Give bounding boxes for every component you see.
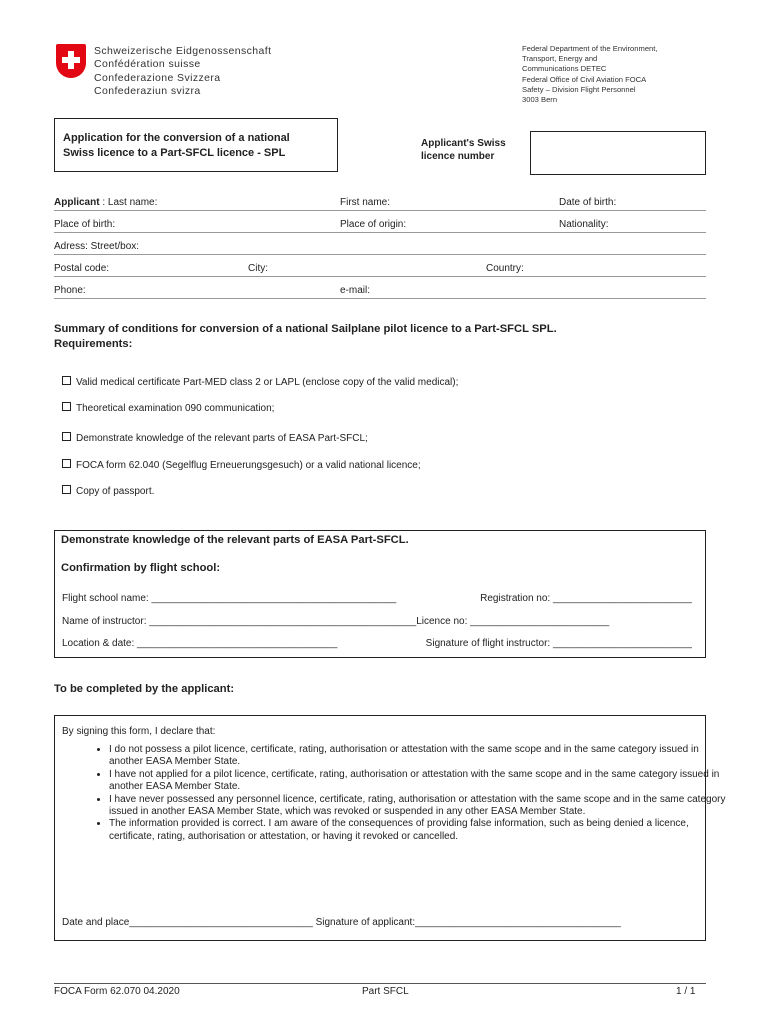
requirement-item[interactable]: Copy of passport. [62, 485, 154, 497]
list-item: • I do not possess a pilot licence, certificate, rating, authorisation or attestation with the same scope and in the same category issued in another EASA Member State. [109, 744, 731, 769]
registration-no-field[interactable]: Registration no: _________________________ [480, 593, 692, 604]
school-row-1 [62, 593, 692, 604]
divider [54, 210, 706, 211]
confederation-names: Schweizerische Eidgenossenschaft Confédération suisse Confederazione Svizzera Confederaziun svizra [94, 45, 272, 98]
school-box-subtitle: Confirmation by flight school: [61, 562, 221, 574]
flight-school-name-field[interactable]: Flight school name: ____________________________________________ [62, 593, 397, 604]
checkbox-icon[interactable] [62, 402, 71, 411]
divider [54, 298, 706, 299]
requirement-item[interactable]: Valid medical certificate Part-MED class 2 or LAPL (enclose copy of the valid medical); [62, 376, 458, 388]
place-of-birth-field[interactable]: Place of birth: [54, 219, 116, 230]
footer-divider [54, 983, 706, 984]
form-title-line2: Swiss licence to a Part-SFCL licence - SPL [63, 147, 286, 159]
school-box-title: Demonstrate knowledge of the relevant parts of EASA Part-SFCL. [61, 534, 409, 546]
country-field[interactable]: Country: [486, 263, 524, 274]
checkbox-icon[interactable] [62, 376, 71, 385]
location-date-field[interactable]: Location & date: ____________________________________ [62, 638, 338, 649]
applicant-section-title: To be completed by the applicant: [54, 683, 235, 695]
form-title-line1: Application for the conversion of a national [63, 132, 290, 144]
divider [54, 254, 706, 255]
list-item: • I have never possessed any personnel licence, certificate, rating, authorisation or attestation with the same scope and in the same category issued in another EASA Member State, which was revoked or suspended in any other EASA Member State. [109, 794, 731, 819]
divider [54, 232, 706, 233]
requirement-item[interactable]: Theoretical examination 090 communication; [62, 402, 274, 414]
school-row-3 [62, 638, 692, 649]
checkbox-icon[interactable] [62, 485, 71, 494]
swiss-crest-logo [56, 44, 86, 78]
checkbox-icon[interactable] [62, 459, 71, 468]
requirement-item[interactable]: FOCA form 62.040 (Segelflug Erneuerungsgesuch) or a valid national licence; [62, 459, 421, 471]
summary-heading: Summary of conditions for conversion of a national Sailplane pilot licence to a Part-SFCL SPL. Requirements: [54, 323, 557, 350]
applicant-signature-line[interactable]: Date and place_________________________________ Signature of applicant:_____________________________________ [62, 917, 621, 928]
requirement-item[interactable]: Demonstrate knowledge of the relevant parts of EASA Part-SFCL; [62, 432, 368, 444]
form-title-box [54, 118, 338, 172]
address-field[interactable]: Adress: Street/box: [54, 241, 140, 252]
instructor-licence-field[interactable]: Name of instructor: ________________________________________________Licence no: _________________________ [62, 616, 610, 627]
page-number: 1 / 1 [676, 986, 696, 997]
footer-center-label: Part SFCL [362, 986, 409, 997]
city-field[interactable]: City: [248, 263, 268, 274]
list-item: • I have not applied for a pilot licence, certificate, rating, authorisation or attestation with the same scope and in the same category issued in another EASA Member State. [109, 769, 731, 794]
instructor-signature-field[interactable]: Signature of flight instructor: _________________________ [425, 638, 692, 649]
last-name-field[interactable]: Applicant : Last name: [54, 197, 158, 208]
footer-form-number: FOCA Form 62.070 04.2020 [54, 986, 180, 997]
swiss-licence-number-field[interactable] [530, 131, 706, 175]
list-item: • The information provided is correct. I am aware of the consequences of providing false information, such as being denied a licence, certificate, rating, authorisation or attestation, or having it revoked or cancelled. [109, 818, 731, 843]
divider [54, 276, 706, 277]
postal-code-field[interactable]: Postal code: [54, 263, 110, 274]
phone-field[interactable]: Phone: [54, 285, 86, 296]
school-row-2 [62, 616, 692, 627]
declaration-list [78, 744, 731, 843]
nationality-field[interactable]: Nationality: [559, 219, 609, 230]
first-name-field[interactable]: First name: [340, 197, 391, 208]
date-of-birth-field[interactable]: Date of birth: [559, 197, 617, 208]
department-address: Federal Department of the Environment, Transport, Energy and Communications DETEC Federal Office of Civil Aviation FOCA Safety – Division Flight Personnel 3003 Bern [522, 44, 658, 105]
declaration-intro: By signing this form, I declare that: [62, 726, 216, 737]
email-field[interactable]: e-mail: [340, 285, 371, 296]
checkbox-icon[interactable] [62, 432, 71, 441]
place-of-origin-field[interactable]: Place of origin: [340, 219, 407, 230]
swiss-licence-label: Applicant's Swiss licence number [421, 138, 506, 162]
